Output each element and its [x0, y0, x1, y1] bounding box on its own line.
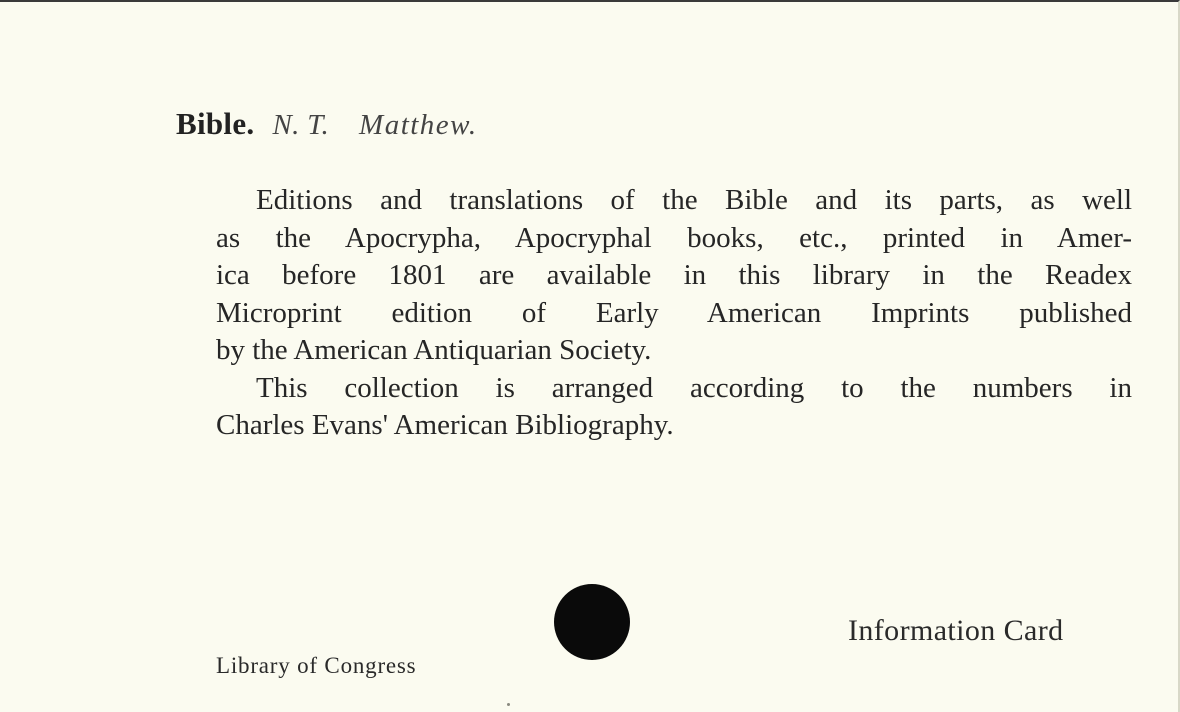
body-line: Microprint edition of Early American Imprints published [216, 296, 1132, 329]
punch-hole-icon [554, 584, 630, 660]
heading-subdivision-testament: N. T. [272, 109, 330, 141]
body-line: Editions and translations of the Bible and its parts, as well [256, 184, 1132, 216]
body-line: This collection is arranged according to the numbers in [256, 371, 1132, 404]
card-body [216, 182, 1132, 445]
card-heading [176, 106, 478, 143]
library-name: Library of Congress [216, 653, 417, 678]
body-line: as the Apocrypha, Apocryphal books, etc., printed in Amer- [216, 221, 1132, 254]
body-line: Charles Evans' American Bibliography. [216, 409, 674, 441]
body-line: by the American Antiquarian Society. [216, 334, 652, 366]
heading-subject: Bible. [176, 106, 255, 141]
paper-speck [507, 703, 510, 706]
body-line: ica before 1801 are available in this library in the Readex [216, 259, 1132, 291]
card-type-label: Information Card [848, 614, 1064, 647]
heading-subdivision-book: Matthew. [359, 109, 478, 141]
